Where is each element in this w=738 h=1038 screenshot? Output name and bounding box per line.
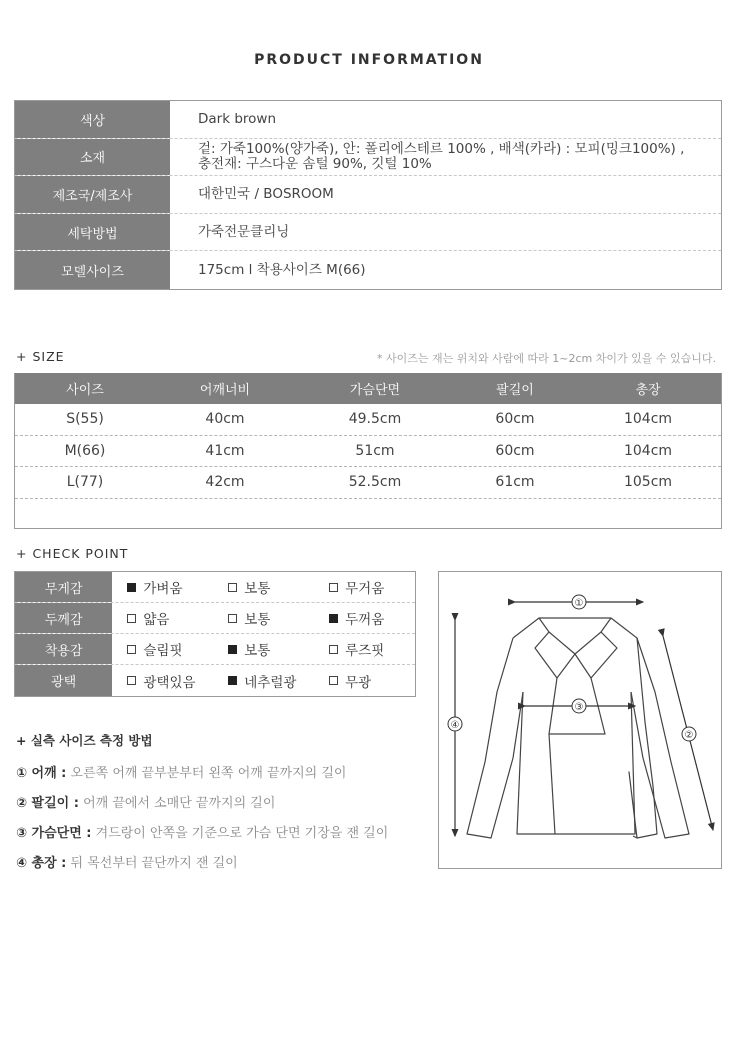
check-option: 네추럴광 <box>213 665 314 696</box>
info-row-color <box>15 101 721 139</box>
check-option: 광택있음 <box>112 665 213 696</box>
table-row <box>15 436 721 468</box>
check-row-fit <box>15 634 415 665</box>
unchecked-box-icon <box>329 645 338 654</box>
size-cell: 105cm <box>623 474 673 491</box>
size-table-header <box>15 373 721 404</box>
size-header-cell: 총장 <box>635 383 661 398</box>
check-section-title: + CHECK POINT <box>16 546 129 561</box>
info-label: 색상 <box>15 101 170 138</box>
size-cell: 52.5cm <box>348 474 402 491</box>
check-row-gloss <box>15 665 415 696</box>
info-row-washing <box>15 214 721 252</box>
size-cell: 41cm <box>205 442 245 459</box>
info-label: 제조국/제조사 <box>15 176 170 213</box>
check-option: 두꺼움 <box>314 603 415 633</box>
check-option: 슬림핏 <box>112 634 213 664</box>
info-value: 겉: 가죽100%(양가죽), 안: 폴리에스테르 100% , 배색(카라) : 모피(밍크100%) , 충전재: 구스다운 솜털 90%, 깃털 10% <box>198 140 685 172</box>
size-cell: 104cm <box>623 442 673 459</box>
jacket-illustration <box>439 572 721 868</box>
measure-method-item: ④ 총장 : 뒤 목선부터 끝단까지 잰 길이 <box>16 856 238 871</box>
unchecked-box-icon <box>127 614 136 623</box>
size-cell: 104cm <box>623 411 673 428</box>
unchecked-box-icon <box>127 645 136 654</box>
size-header-cell: 팔길이 <box>496 383 534 398</box>
table-row <box>15 404 721 436</box>
size-cell: M(66) <box>64 442 106 459</box>
info-label: 모델사이즈 <box>15 251 170 289</box>
info-row-origin <box>15 176 721 214</box>
checked-box-icon <box>228 645 237 654</box>
check-label: 광택 <box>15 665 112 696</box>
measurement-diagram <box>438 571 722 869</box>
check-label: 무게감 <box>15 572 112 602</box>
size-cell: 51cm <box>355 442 395 459</box>
mark-4: ④ <box>450 720 460 731</box>
unchecked-box-icon <box>329 583 338 592</box>
check-option: 보통 <box>213 572 314 602</box>
info-value: 가죽전문클리닝 <box>198 223 290 240</box>
checked-box-icon <box>127 583 136 592</box>
table-row <box>15 467 721 499</box>
size-header-cell: 사이즈 <box>66 383 104 398</box>
info-row-material <box>15 139 721 177</box>
size-header-cell: 어깨너비 <box>199 383 251 398</box>
check-row-thickness <box>15 603 415 634</box>
check-option: 보통 <box>213 603 314 633</box>
mark-3: ③ <box>574 702 584 713</box>
check-label: 두께감 <box>15 603 112 633</box>
check-option: 루즈핏 <box>314 634 415 664</box>
unchecked-box-icon <box>228 583 237 592</box>
unchecked-box-icon <box>329 676 338 685</box>
info-value: 대한민국 / BOSROOM <box>198 185 334 202</box>
measure-method-item: ① 어깨 : 오른쪽 어깨 끝부분부터 왼쪽 어깨 끝까지의 길이 <box>16 766 347 781</box>
page-title: PRODUCT INFORMATION <box>254 52 484 68</box>
size-header-cell: 가슴단면 <box>349 383 401 398</box>
check-option: 무거움 <box>314 572 415 602</box>
size-note: * 사이즈는 재는 위치와 사람에 따라 1~2cm 차이가 있을 수 있습니다. <box>377 352 716 365</box>
info-row-model-size <box>15 251 721 289</box>
check-label: 착용감 <box>15 634 112 664</box>
check-option: 보통 <box>213 634 314 664</box>
unchecked-box-icon <box>127 676 136 685</box>
info-value: Dark brown <box>198 110 277 127</box>
checked-box-icon <box>228 676 237 685</box>
check-row-weight <box>15 572 415 603</box>
check-point-table <box>14 571 416 697</box>
check-option: 가벼움 <box>112 572 213 602</box>
size-cell: S(55) <box>66 411 104 428</box>
check-option: 얇음 <box>112 603 213 633</box>
measure-method-item: ③ 가슴단면 : 겨드랑이 안쪽을 기준으로 가슴 단면 기장을 잰 길이 <box>16 826 389 841</box>
measure-method-item: ② 팔길이 : 어깨 끝에서 소매단 끝까지의 길이 <box>16 796 276 811</box>
size-section-title: + SIZE <box>16 349 65 364</box>
size-cell: 60cm <box>495 411 535 428</box>
size-cell: 60cm <box>495 442 535 459</box>
info-value: 175cm l 착용사이즈 M(66) <box>198 261 366 278</box>
size-cell: L(77) <box>66 474 104 491</box>
size-cell: 49.5cm <box>348 411 402 428</box>
check-option: 무광 <box>314 665 415 696</box>
size-cell: 61cm <box>495 474 535 491</box>
measure-method-title: + 실측 사이즈 측정 방법 <box>16 733 153 748</box>
mark-1: ① <box>574 598 584 609</box>
size-cell: 40cm <box>205 411 245 428</box>
product-info-table <box>14 100 722 290</box>
info-label: 소재 <box>15 139 170 176</box>
unchecked-box-icon <box>228 614 237 623</box>
mark-2: ② <box>684 730 694 741</box>
size-table <box>14 373 722 529</box>
checked-box-icon <box>329 614 338 623</box>
info-label: 세탁방법 <box>15 214 170 251</box>
size-cell: 42cm <box>205 474 245 491</box>
